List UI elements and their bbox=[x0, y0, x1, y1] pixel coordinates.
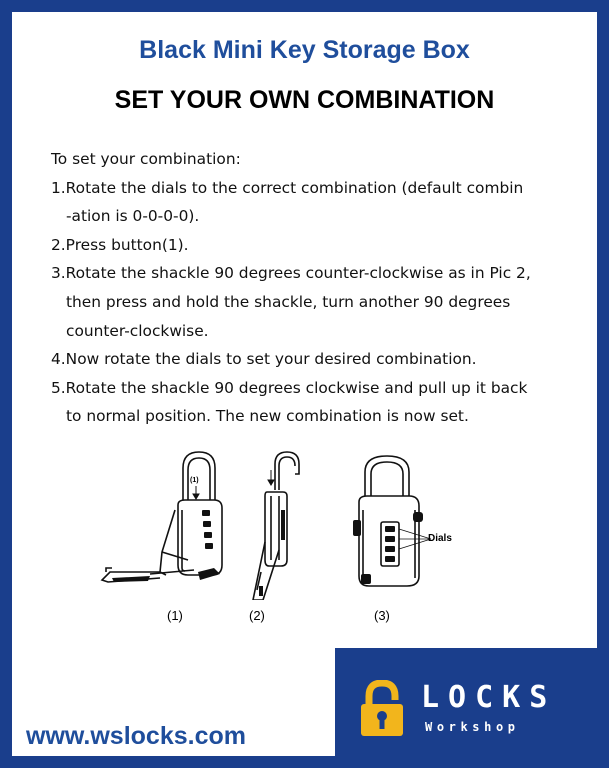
instruction-step-4: 4.Now rotate the dials to set your desired combination. bbox=[51, 350, 477, 369]
dials-label: Dials bbox=[428, 533, 452, 544]
website-link[interactable]: www.wslocks.com bbox=[26, 722, 246, 750]
instruction-step-3: 3.Rotate the shackle 90 degrees counter-clockwise as in Pic 2, bbox=[51, 264, 531, 283]
caption-pic-3: (3) bbox=[374, 608, 390, 623]
page-subtitle: SET YOUR OWN COMBINATION bbox=[114, 86, 495, 114]
brand-name: LOCKS bbox=[421, 680, 557, 715]
page-title: Black Mini Key Storage Box bbox=[139, 36, 470, 64]
instruction-step-3-cont: then press and hold the shackle, turn another 90 degrees bbox=[66, 292, 511, 311]
caption-pic-1: (1) bbox=[167, 608, 183, 623]
instructions-intro: To set your combination: bbox=[51, 150, 241, 168]
instruction-step-3-cont2: counter-clockwise. bbox=[66, 321, 209, 340]
instruction-step-1: 1.Rotate the dials to the correct combination (default combin bbox=[51, 178, 524, 197]
pic-3-illustration bbox=[345, 450, 435, 600]
brand-tagline: Workshop bbox=[425, 720, 520, 734]
caption-pic-2: (2) bbox=[249, 608, 265, 623]
instruction-step-5-cont: to normal position. The new combination is now set. bbox=[66, 407, 469, 426]
pic-1-button-label: (1) bbox=[190, 477, 199, 484]
instructions bbox=[51, 145, 571, 431]
pic-1-illustration bbox=[90, 450, 240, 600]
figures bbox=[90, 450, 490, 630]
pic-2-illustration bbox=[235, 450, 315, 600]
padlock-icon bbox=[357, 680, 407, 738]
brand-logo-block bbox=[335, 648, 609, 768]
instruction-step-5: 5.Rotate the shackle 90 degrees clockwise and pull up it back bbox=[51, 378, 528, 397]
instruction-step-2: 2.Press button(1). bbox=[51, 235, 189, 254]
instruction-step-1-cont: -ation is 0-0-0-0). bbox=[66, 207, 200, 226]
